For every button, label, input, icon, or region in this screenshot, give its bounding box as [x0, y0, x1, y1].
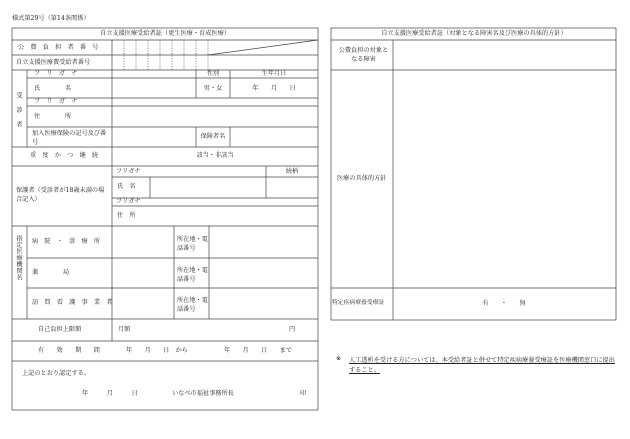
guardian-address-label: 住 所 [117, 212, 136, 219]
specific-disease-value[interactable]: 有 ・ 無 [482, 300, 526, 307]
validity-period-from: 年 月 日 から [126, 347, 188, 354]
validity-period-to: 年 月 日 まで [224, 347, 293, 354]
note-mark: ※ [336, 355, 342, 362]
patient-furigana2-label: フ リ ガ ナ [34, 98, 78, 105]
validity-period-label: 有 効 期 間 [38, 347, 100, 354]
issuer-name: いなべ市福祉事務所長 [172, 390, 234, 397]
nursing-label: 訪 問 看 護 事 業 者 [32, 299, 113, 306]
severe-continuous-label: 重 度 か つ 継 続 [30, 152, 99, 159]
guardian-furigana2-label: フリガナ [116, 198, 141, 205]
patient-furigana-label: フ リ ガ ナ [34, 70, 78, 77]
guardian-name-label: 氏 名 [117, 183, 136, 190]
institution-group-label: 指定医療機関名 [15, 235, 22, 281]
right-form-border [331, 28, 616, 320]
patient-address-label: 住 所 [34, 113, 72, 120]
gender-header: 性別 [206, 70, 220, 77]
dialysis-note: 人工透析を受ける方については、本受給者証と併せて特定疾病療養受療証を医療機関窓口に提出すること。 [349, 357, 615, 374]
nursing-contact-label: 所在地・電話番号 [177, 297, 208, 314]
insurer-name-label: 保険者名 [200, 133, 226, 140]
recipient-no-label: 自立支援医療費受給者番号 [16, 59, 91, 66]
left-title: 自立支援医療受給者証（更生医療・育成医療） [100, 30, 230, 37]
guardian-label: 保護者（受診者が18歳未満の場合記入） [16, 187, 105, 204]
right-title: 自立支援医療受給者証（対象となる障害名及び医療の具体的方針） [381, 30, 567, 37]
severe-continuous-value[interactable]: 該当・非該当 [196, 152, 234, 159]
disability-label: 公費負担の対象となる障害 [338, 47, 389, 64]
certification-date: 年 月 日 [82, 390, 138, 397]
birth-date-header: 生年月日 [261, 70, 287, 77]
specific-disease-label: 特定疾病療養受療証 [332, 300, 385, 306]
copay-limit-prefix: 月額 [118, 326, 131, 333]
form-number: 様式第29号（第14条関係） [12, 15, 90, 22]
certification-text: 上記のとおり認定する。 [22, 370, 91, 377]
guardian-relation-label: 続柄 [285, 168, 299, 175]
birth-date-value: 年 月 日 [252, 85, 296, 92]
seal-mark: 印 [300, 390, 307, 397]
copay-limit-unit: 円 [289, 326, 296, 333]
hospital-contact-label: 所在地・電話番号 [177, 236, 208, 253]
pharmacy-contact-label: 所在地・電話番号 [177, 267, 208, 284]
insurance-no-label: 加入医療保険の記号及び番号 [32, 130, 107, 146]
patient-group-label: 受 診 者 [15, 92, 22, 128]
patient-name-label: 氏 名 [34, 85, 72, 92]
copay-limit-label: 自己負担上限額 [38, 326, 82, 333]
gender-value[interactable]: 男・女 [203, 85, 223, 92]
guardian-furigana-label: フリガナ [116, 168, 141, 175]
treatment-policy-label: 医療の具体的方針 [337, 175, 387, 182]
hospital-label: 病 院 ・ 診 療 所 [32, 238, 101, 245]
pharmacy-label: 薬 局 [32, 269, 70, 276]
public-payer-no-label: 公 費 負 担 者 番 号 [18, 44, 99, 51]
